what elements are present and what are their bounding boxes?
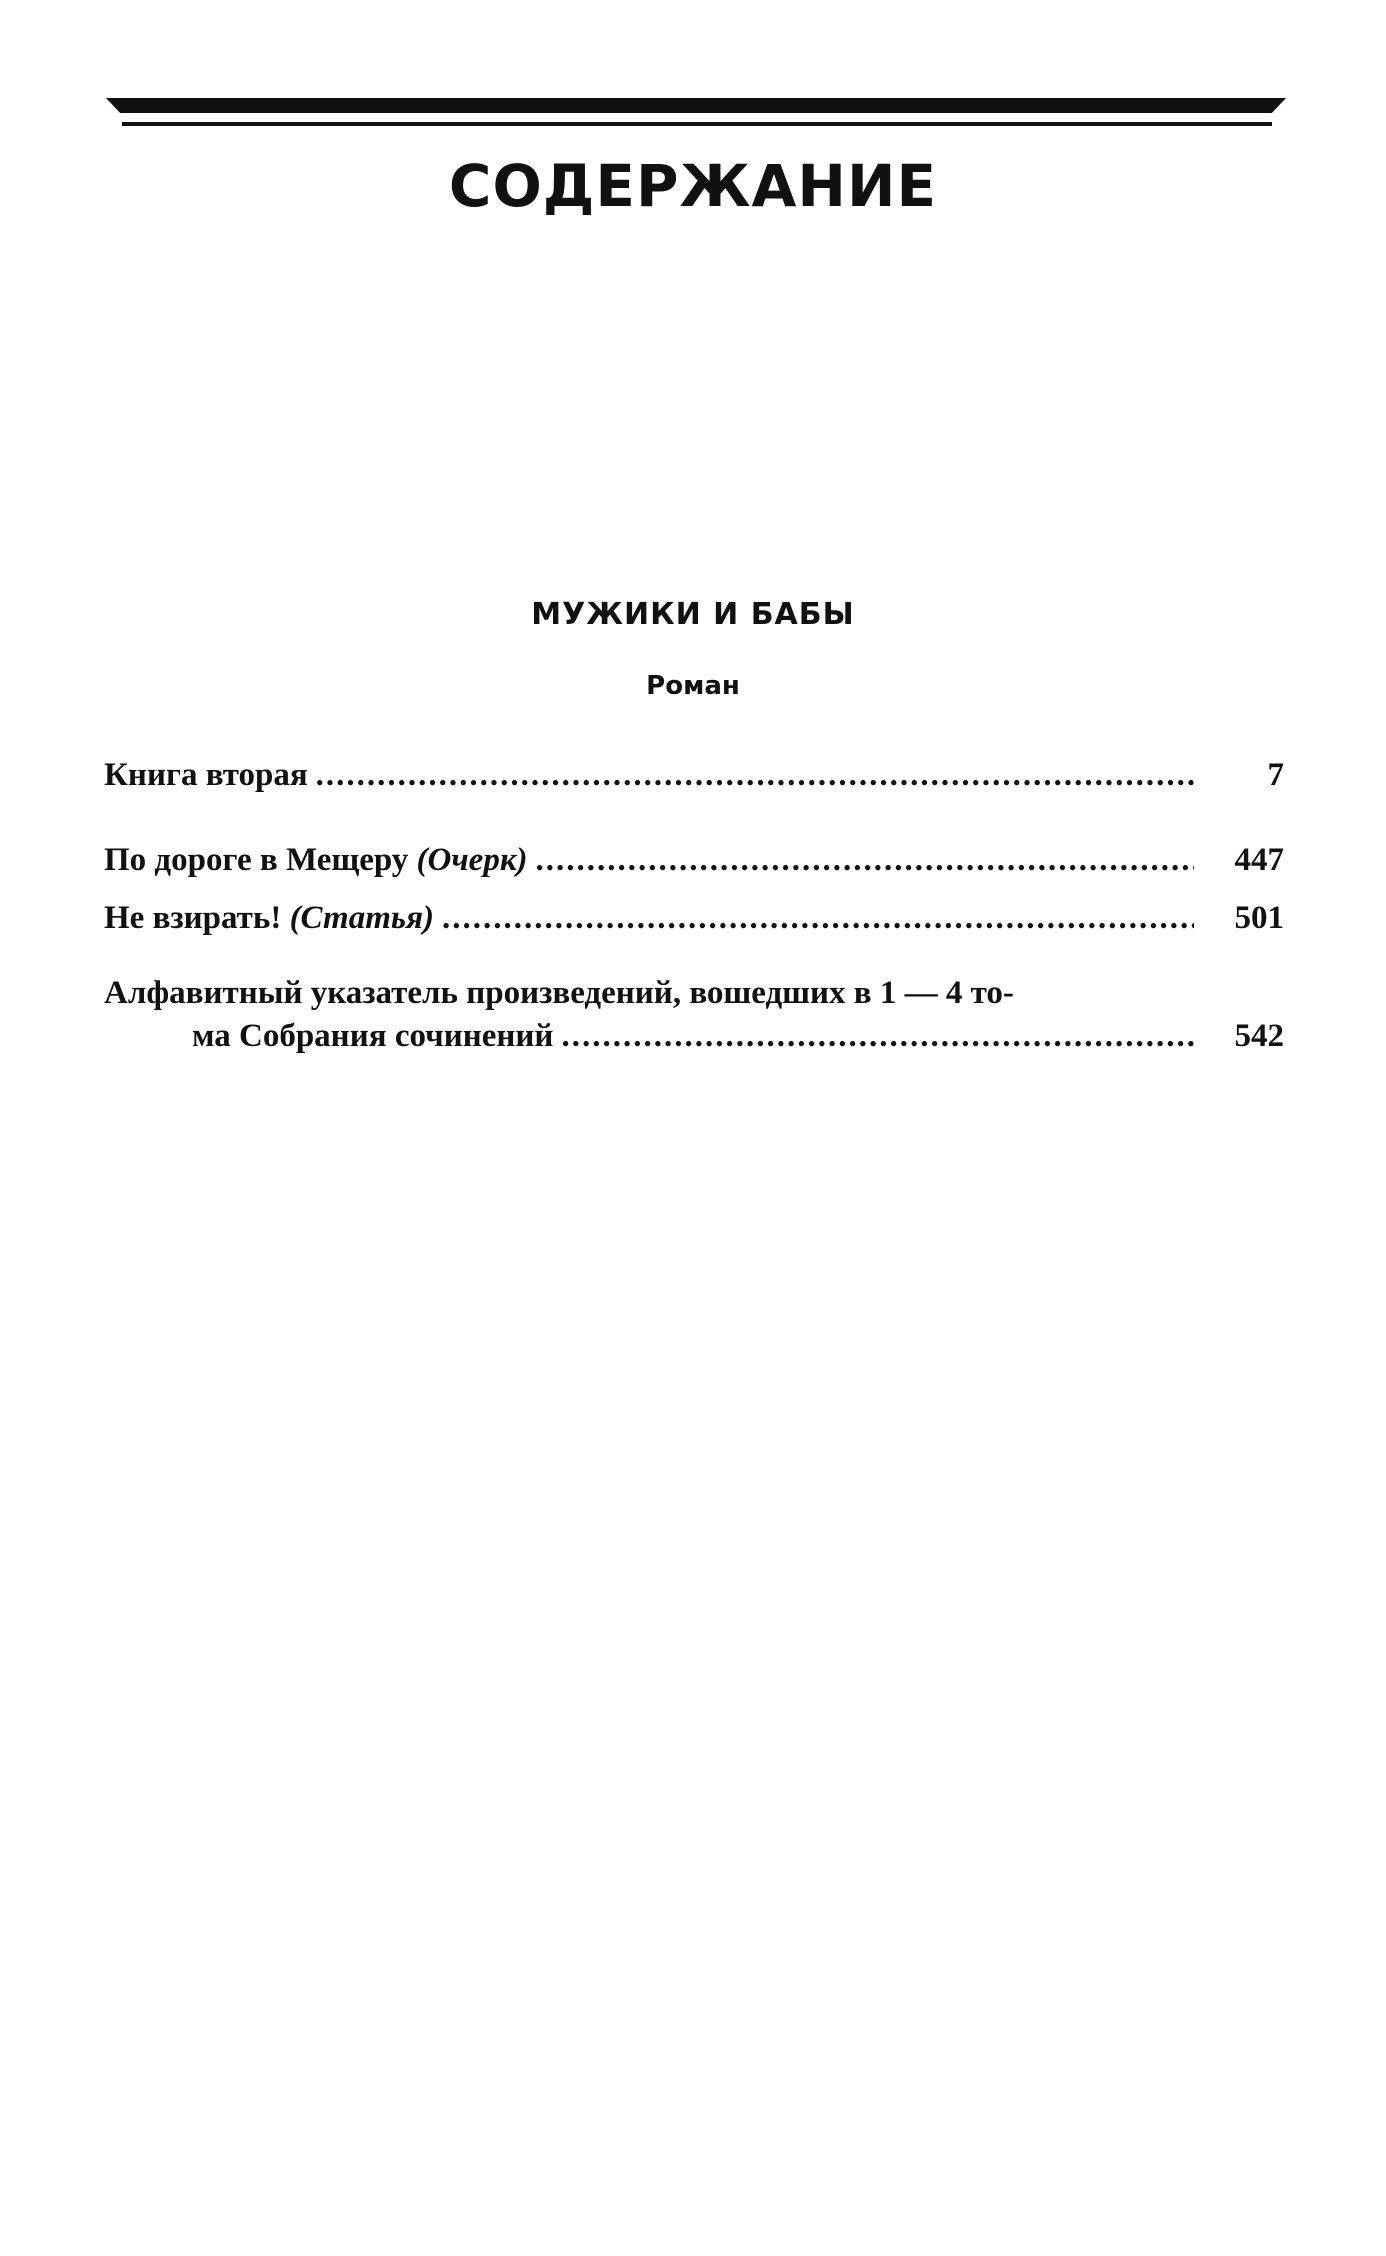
toc-page-number: 447	[1234, 842, 1284, 878]
top-rule-thick	[106, 98, 1286, 113]
toc-entry[interactable]	[104, 842, 1284, 879]
page-title: СОДЕРЖАНИЕ	[448, 152, 938, 220]
toc-dot-leader	[536, 842, 1194, 879]
toc-entry-title-line1[interactable]: Алфавитный указатель произведений, вошедших в 1 — 4 то-	[104, 975, 1014, 1011]
toc-entry-title: Не взирать! (Статья)	[104, 900, 434, 936]
section-subheading: Роман	[646, 671, 740, 701]
toc-page-number: 7	[1267, 757, 1284, 793]
toc-page-number: 542	[1234, 1018, 1284, 1054]
toc-entry[interactable]	[192, 1018, 1284, 1055]
toc-entry-genre: (Очерк)	[416, 842, 528, 878]
toc-dot-leader	[316, 757, 1194, 794]
top-rule-thin	[122, 122, 1272, 126]
toc-entry[interactable]	[104, 900, 1284, 937]
toc-entry-title: Книга вторая	[104, 757, 308, 793]
toc-entry-title-line2: ма Собрания сочинений	[192, 1018, 554, 1054]
section-heading: МУЖИКИ И БАБЫ	[531, 597, 855, 632]
toc-entry-title: По дороге в Мещеру (Очерк)	[104, 842, 528, 878]
toc-page-number: 501	[1234, 900, 1284, 936]
toc-dot-leader	[442, 900, 1194, 937]
toc-dot-leader	[561, 1018, 1194, 1055]
toc-entry[interactable]	[104, 757, 1284, 794]
toc-entry-genre: (Статья)	[289, 900, 434, 936]
